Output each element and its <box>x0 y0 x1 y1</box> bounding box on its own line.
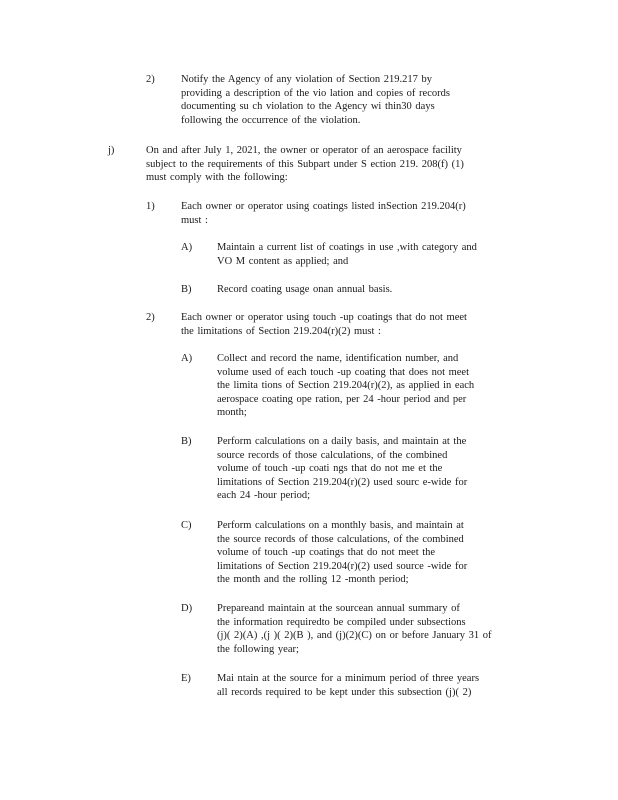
text-line: limitations of Section 219.204(r)(2) used sourc e-wide for <box>217 476 468 488</box>
text-line: Perform calculations on a daily basis, and maintain at the <box>217 436 467 447</box>
text-line: the limitations of Section 219.204(r)(2) must : <box>181 325 381 337</box>
paragraph-j <box>146 144 464 185</box>
item-marker: D) <box>181 603 193 614</box>
text-line: the source records of those calculations, of the combined <box>217 533 464 545</box>
item-marker: A) <box>181 353 193 364</box>
text-line: VO M content as applied; and <box>217 255 349 267</box>
paragraph-j1b <box>217 283 392 297</box>
text-line: Prepareand maintain at the sourcean annual summary of <box>217 603 460 614</box>
text-line: Each owner or operator using touch -up coatings that do not meet <box>181 312 467 323</box>
item-marker: j) <box>108 145 115 156</box>
text-line: Record coating usage onan annual basis. <box>217 284 393 295</box>
text-line: volume of touch -up coati ngs that do not me et the <box>217 463 443 474</box>
text-line: Collect and record the name, identification number, and <box>217 353 459 364</box>
paragraph-j2c <box>217 519 467 587</box>
item-marker: 2) <box>146 312 155 323</box>
item-marker: C) <box>181 520 192 531</box>
text-line: volume of touch -up coatings that do not meet the <box>217 547 436 558</box>
text-line: following the occurrence of the violation. <box>181 114 361 126</box>
item-marker: 2) <box>146 74 155 85</box>
text-line: (j)( 2)(A) ,(j )( 2)(B ), and (j)(2)(C) on or before January 31 of <box>217 630 492 641</box>
text-line: Mai ntain at the source for a minimum period of three years <box>217 673 480 684</box>
text-line: volume used of each touch -up coating that does not meet <box>217 366 470 378</box>
paragraph-j2b <box>217 435 467 503</box>
text-line: must comply with the following: <box>146 172 288 183</box>
paragraph-j2 <box>181 311 467 338</box>
text-line: documenting su ch violation to the Agency wi thin30 days <box>181 101 435 112</box>
text-line: Each owner or operator using coatings listed inSection 219.204(r) <box>181 201 466 212</box>
text-line: aerospace coating ope ration, per 24 -hour period and per <box>217 393 467 405</box>
text-line: the limita tions of Section 219.204(r)(2), as applied in each <box>217 380 475 391</box>
text-line: the information requiredto be compiled under subsections <box>217 616 466 628</box>
text-line: Notify the Agency of any violation of Section 219.217 by <box>181 74 433 85</box>
paragraph-j2e <box>217 672 479 699</box>
text-line: the month and the rolling 12 -month period; <box>217 574 409 585</box>
text-line: month; <box>217 407 247 418</box>
paragraph-j1a <box>217 241 477 268</box>
paragraph-j1 <box>181 200 466 227</box>
text-line: providing a description of the vio lation and copies of records <box>181 87 450 99</box>
text-line: each 24 -hour period; <box>217 490 311 501</box>
item-marker: B) <box>181 284 192 295</box>
text-line: must : <box>181 214 208 226</box>
text-line: source records of those calculations, of the combined <box>217 449 448 461</box>
item-marker: B) <box>181 436 192 447</box>
paragraph-j2a <box>217 352 474 420</box>
paragraph-j2d <box>217 602 492 656</box>
item-marker: A) <box>181 242 193 253</box>
text-line: Perform calculations on a monthly basis, and maintain at <box>217 520 464 531</box>
text-line: all records required to be kept under this subsection (j)( 2) <box>217 686 472 698</box>
item-marker: E) <box>181 673 191 684</box>
text-line: limitations of Section 219.204(r)(2) used source -wide for <box>217 560 468 572</box>
text-line: On and after July 1, 2021, the owner or operator of an aerospace facility <box>146 145 462 156</box>
paragraph-notify <box>181 73 450 127</box>
text-line: Maintain a current list of coatings in use ,with category and <box>217 242 477 253</box>
text-line: the following year; <box>217 643 299 655</box>
text-line: subject to the requirements of this Subpart under S ection 219. 208(f) (1) <box>146 158 464 170</box>
item-marker: 1) <box>146 201 155 212</box>
